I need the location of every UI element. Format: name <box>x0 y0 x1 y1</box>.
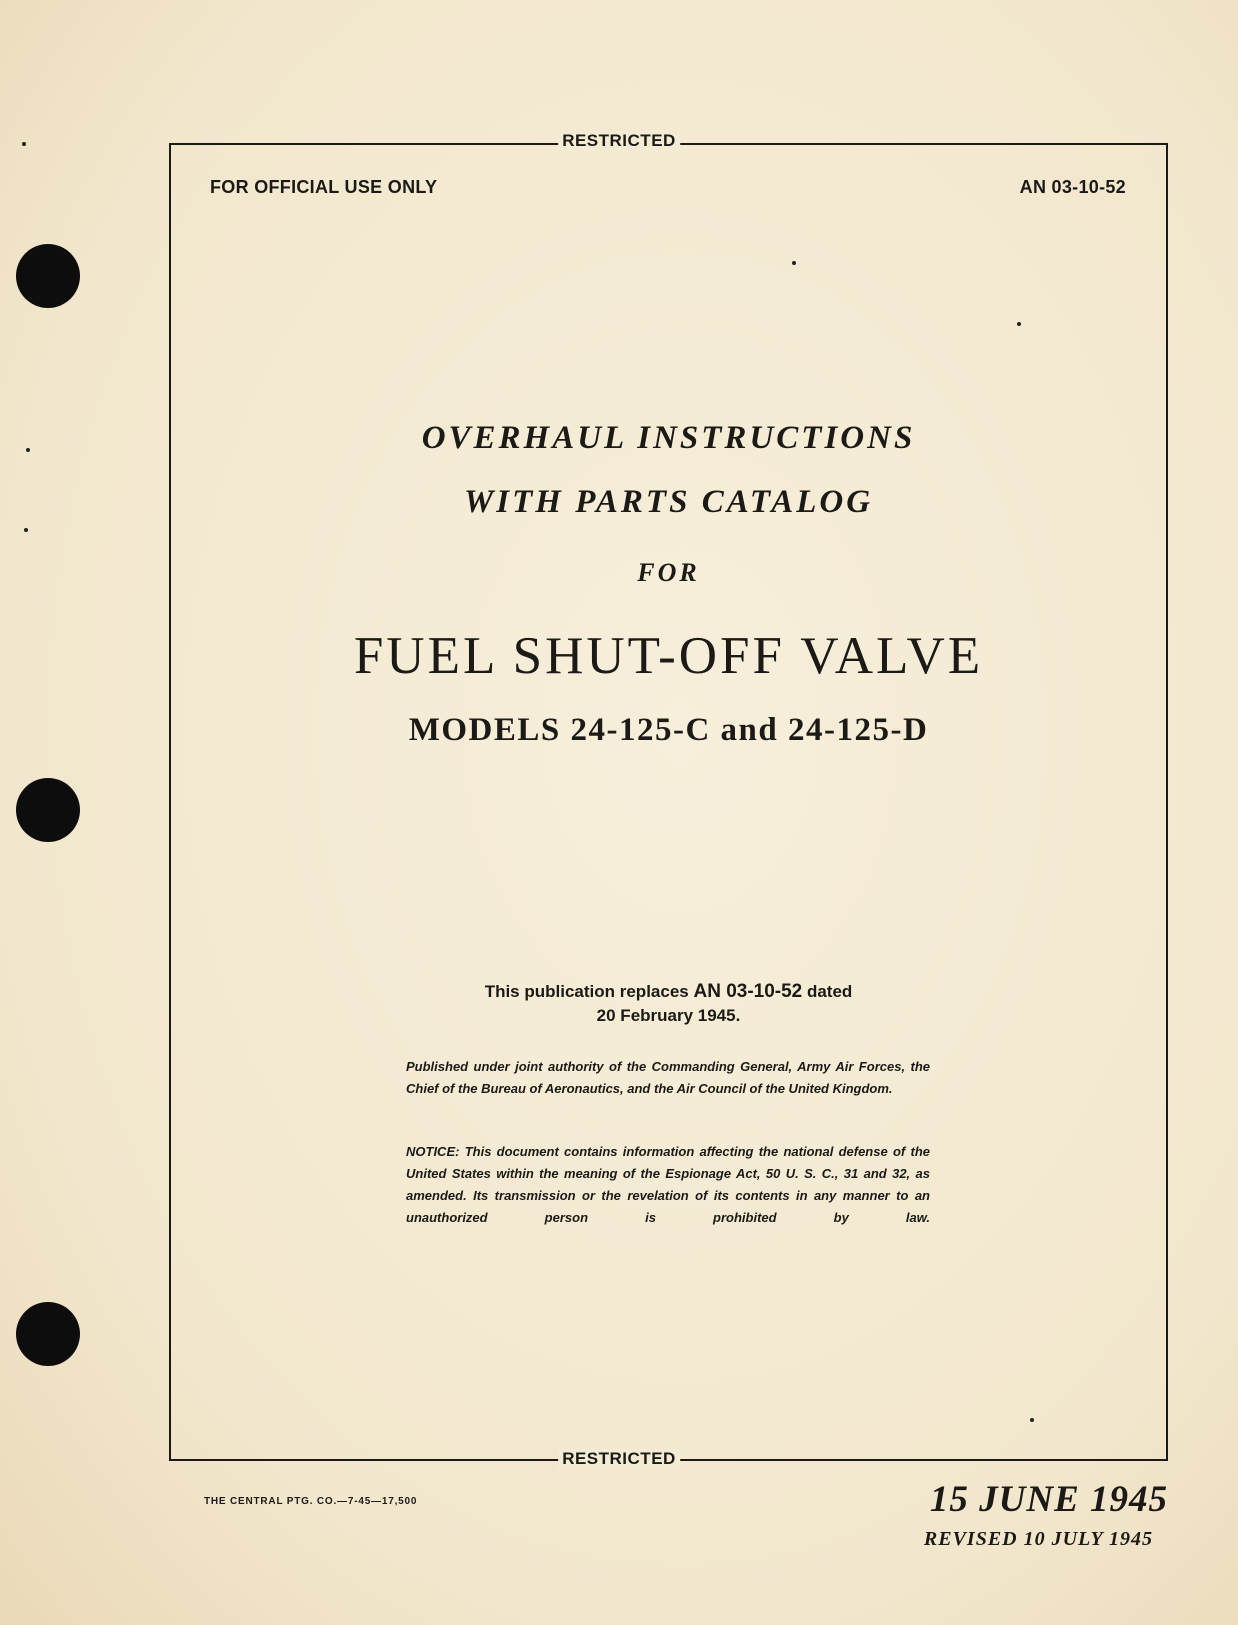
binder-hole <box>16 778 80 842</box>
title-line-2: WITH PARTS CATALOG <box>463 484 874 520</box>
ink-speck <box>22 142 26 146</box>
document-number: AN 03-10-52 <box>1019 177 1126 197</box>
restricted-bottom-label: RESTRICTED <box>558 1449 680 1469</box>
publication-date: 15 JUNE 1945 <box>929 1479 1168 1520</box>
page-border <box>169 143 1168 1461</box>
binder-hole <box>16 244 80 308</box>
binder-hole <box>16 1302 80 1366</box>
authority-paragraph: Published under joint authority of the Commanding General, Army Air Forces, the Chief of the Bureau of Aeronautics, and the Air Council of the United Kingdom. <box>406 1059 930 1096</box>
replacement-suffix: dated <box>802 982 853 1001</box>
main-title: FUEL SHUT-OFF VALVE <box>353 627 984 685</box>
printer-imprint: THE CENTRAL PTG. CO.—7-45—17,500 <box>204 1496 418 1507</box>
title-line-1: OVERHAUL INSTRUCTIONS <box>421 420 916 456</box>
replaced-doc-number: AN 03-10-52 <box>693 981 803 1002</box>
restricted-top-label: RESTRICTED <box>558 131 680 151</box>
replacement-notice <box>169 980 1168 1028</box>
title-line-for: FOR <box>637 558 700 587</box>
ink-speck <box>24 528 28 532</box>
notice-paragraph: NOTICE: This document contains information affecting the national defense of the United States within the meaning of the Espionage Act, 50 U. S. C., 31 and 32, as amended. Its transmission or the revelation of its contents in any manner to an unauthorized person is prohibited by law. <box>406 1144 930 1225</box>
replacement-prefix: This publication replaces <box>484 982 694 1001</box>
models-subtitle: MODELS 24-125-C and 24-125-D <box>408 712 929 748</box>
ink-speck <box>26 448 30 452</box>
official-use-label: FOR OFFICIAL USE ONLY <box>210 177 438 197</box>
replacement-line <box>169 980 1168 1004</box>
replacement-date: 20 February 1945. <box>596 1006 741 1025</box>
revision-date: REVISED 10 JULY 1945 <box>923 1528 1153 1550</box>
